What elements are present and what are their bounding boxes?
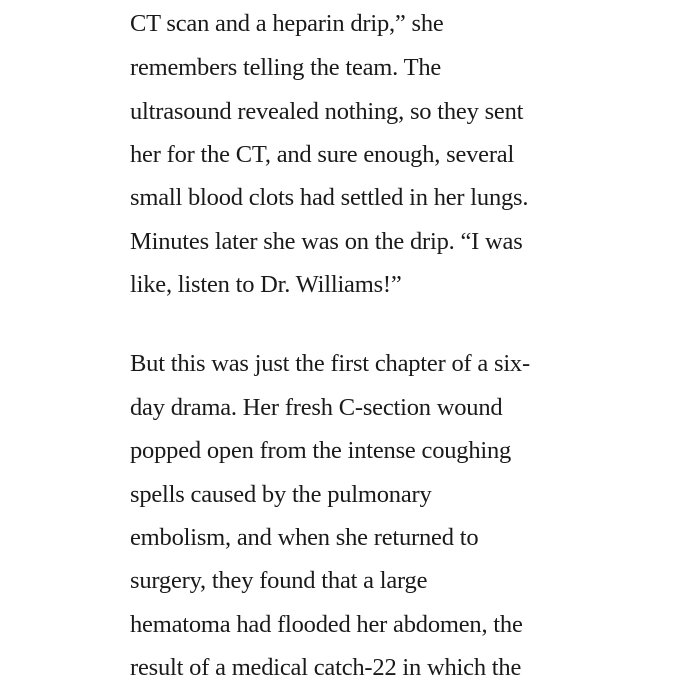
paragraph-2-line-8: result of a medical catch-22 in which the [130,654,522,681]
paragraph-1-line-3: ultrasound revealed nothing, so they sent [130,98,524,125]
paragraph-1-line-6: Minutes later she was on the drip. “I was [130,228,523,255]
paragraph-1-line-4: her for the CT, and sure enough, several [130,141,515,168]
paragraph-2-line-5: embolism, and when she returned to [130,524,479,551]
paragraph-2-line-2: day drama. Her fresh C-section wound [130,394,503,421]
paragraph-2-line-3: popped open from the intense coughing [130,437,512,464]
paragraph-2-line-7: hematoma had flooded her abdomen, the [130,611,523,638]
paragraph-1-line-7: like, listen to Dr. Williams!” [130,271,402,298]
paragraph-2-line-4: spells caused by the pulmonary [130,481,432,508]
paragraph-1-line-1: CT scan and a heparin drip,” she [130,10,444,37]
paragraph-2-line-1: But this was just the first chapter of a six- [130,350,530,377]
paragraph-1-line-2: remembers telling the team. The [130,54,442,81]
paragraph-2-line-6: surgery, they found that a large [130,567,428,594]
paragraph-1-line-5: small blood clots had settled in her lungs. [130,184,529,211]
